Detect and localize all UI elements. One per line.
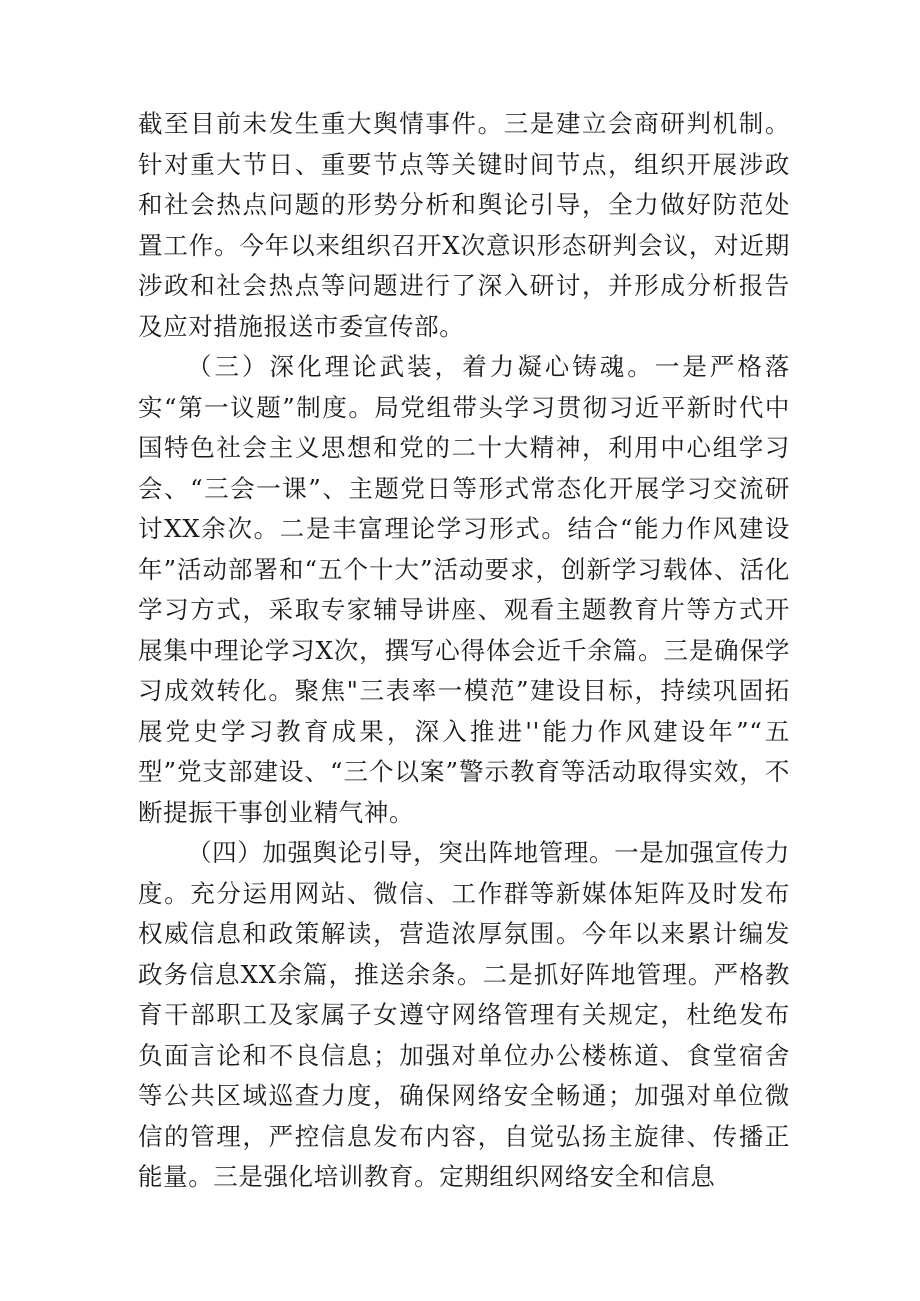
paragraph-section-three: （三）深化理论武装，着力凝心铸魂。一是严格落实“第一议题”制度。局党组带头学习贯彻习近平新时代中国特色社会主义思想和党的二十大精神，利用中心组学习会、“三会一课”、主题党日等形式常态化开展学习交流研讨XX余次。二是丰富理论学习形式。结合“能力作风建设年”活动部署和“五个十大”活动要求，创新学习载体、活化学习方式，采取专家辅导讲座、观看主题教育片等方式开展集中理论学习X次，撰写心得体会近千余篇。三是确保学习成效转化。聚焦"三表率一模范”建设目标，持续巩固拓展党史学习教育成果，深入推进''能力作风建设年”“五型”党支部建设、“三个以案”警示教育等活动取得实效，不断提振干事创业精气神。 [138, 352, 790, 827]
document-body [138, 104, 790, 1198]
paragraph-continuation: 截至目前未发生重大舆情事件。三是建立会商研判机制。针对重大节日、重要节点等关键时间节点，组织开展涉政和社会热点问题的形势分析和舆论引导，全力做好防范处置工作。今年以来组织召开X次意识形态研判会议，对近期涉政和社会热点等问题进行了深入研讨，并形成分析报告及应对措施报送市委宣传部。 [138, 109, 790, 341]
paragraph-section-four: （四）加强舆论引导，突出阵地管理。一是加强宣传力度。充分运用网站、微信、工作群等新媒体矩阵及时发布权威信息和政策解读，营造浓厚氛围。今年以来累计编发政务信息XX余篇，推送余条。二是抓好阵地管理。严格教育干部职工及家属子女遵守网络管理有关规定，杜绝发布负面言论和不良信息；加强对单位办公楼栋道、食堂宿舍等公共区域巡查力度，确保网络安全畅通；加强对单位微信的管理，严控信息发布内容，自觉弘扬主旋律、传播正能量。三是强化培训教育。定期组织网络安全和信息 [138, 838, 790, 1191]
